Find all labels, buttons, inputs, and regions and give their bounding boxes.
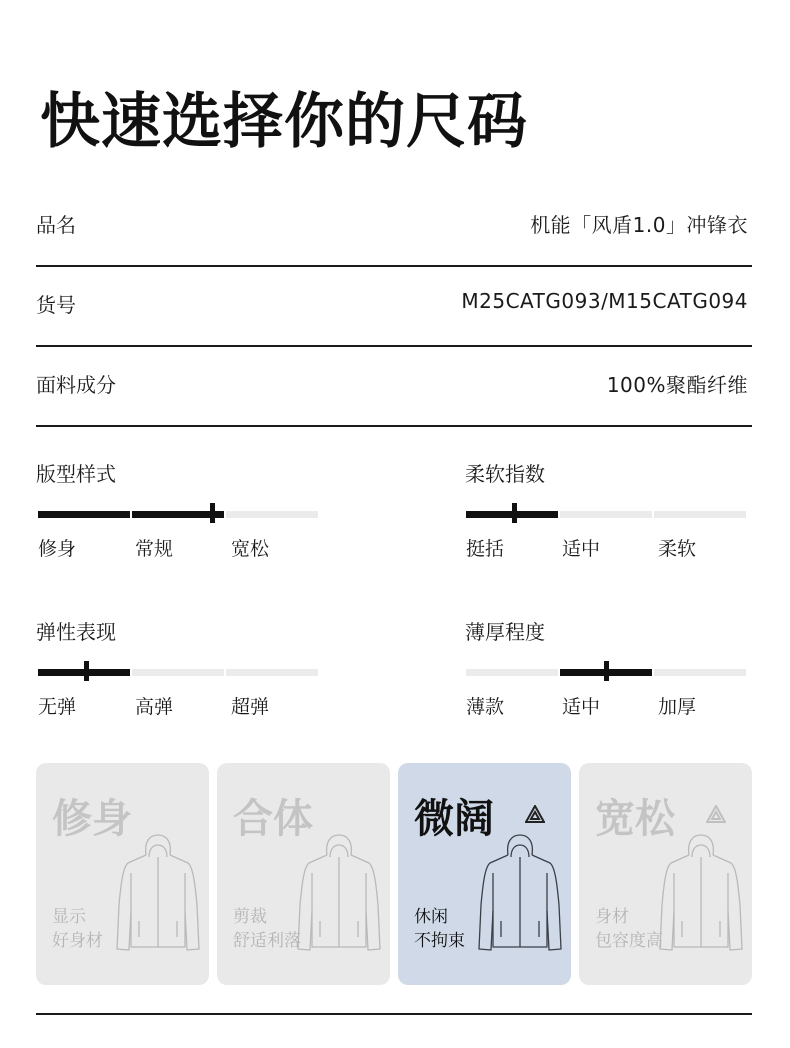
scale-marker bbox=[210, 503, 215, 523]
spec-value: 100%聚酯纤维 bbox=[606, 373, 748, 397]
spec-row-item-number bbox=[36, 267, 752, 347]
fit-card-desc: 好身材 bbox=[52, 931, 103, 951]
scale-label: 无弹 bbox=[38, 696, 77, 718]
scale-label: 超弹 bbox=[231, 696, 270, 718]
divider bbox=[36, 1013, 752, 1015]
spec-value: 机能「风盾1.0」冲锋衣 bbox=[530, 213, 748, 237]
hooded-jacket-icon bbox=[658, 833, 744, 953]
fit-card-desc: 剪裁 bbox=[233, 907, 267, 927]
spec-value: M25CATG093/M15CATG094 bbox=[461, 289, 748, 313]
triangle-logo-icon bbox=[706, 805, 726, 823]
scale-marker bbox=[84, 661, 89, 681]
scale-label: 适中 bbox=[562, 538, 601, 560]
scale-label: 宽松 bbox=[231, 538, 270, 560]
scale-softness bbox=[465, 458, 747, 578]
scale-heading: 版型样式 bbox=[36, 462, 116, 486]
fit-card-desc: 身材 bbox=[595, 907, 629, 927]
spec-label: 面料成分 bbox=[36, 373, 116, 397]
scale-label: 柔软 bbox=[658, 538, 697, 560]
fit-card-desc: 包容度高 bbox=[595, 931, 663, 951]
scale-segment bbox=[132, 669, 224, 676]
hooded-jacket-icon bbox=[296, 833, 382, 953]
fit-card-regular[interactable] bbox=[217, 763, 390, 985]
scale-segment bbox=[38, 511, 130, 518]
spec-row-product-name bbox=[36, 187, 752, 267]
fit-card-desc: 休闲 bbox=[414, 907, 448, 927]
scale-marker bbox=[512, 503, 517, 523]
scale-thickness bbox=[465, 616, 747, 736]
scale-segment bbox=[466, 669, 558, 676]
scale-label: 挺括 bbox=[466, 538, 505, 560]
fit-card-desc: 不拘束 bbox=[414, 931, 465, 951]
scale-segment bbox=[654, 511, 746, 518]
spec-row-fabric bbox=[36, 347, 752, 427]
scale-marker bbox=[604, 661, 609, 681]
scale-heading: 柔软指数 bbox=[465, 462, 545, 486]
scale-label: 修身 bbox=[38, 538, 77, 560]
scale-label: 薄款 bbox=[466, 696, 505, 718]
hooded-jacket-icon bbox=[477, 833, 563, 953]
scale-fit bbox=[36, 458, 318, 578]
scale-label: 加厚 bbox=[658, 696, 697, 718]
scale-label: 高弹 bbox=[135, 696, 174, 718]
divider bbox=[36, 425, 752, 427]
fit-card-desc: 舒适利落 bbox=[233, 931, 301, 951]
fit-card-desc: 显示 bbox=[52, 907, 86, 927]
fit-card-relaxed[interactable] bbox=[398, 763, 571, 985]
scale-heading: 薄厚程度 bbox=[465, 620, 545, 644]
scale-segment bbox=[226, 511, 318, 518]
fit-card-title: 微阔 bbox=[414, 796, 494, 842]
page-title: 快速选择你的尺码 bbox=[40, 87, 528, 157]
scale-segment bbox=[654, 669, 746, 676]
scale-label: 适中 bbox=[562, 696, 601, 718]
fit-card-slim[interactable] bbox=[36, 763, 209, 985]
fit-card-title: 宽松 bbox=[595, 796, 675, 842]
fit-card-loose[interactable] bbox=[579, 763, 752, 985]
spec-label: 货号 bbox=[36, 293, 76, 317]
scale-elasticity bbox=[36, 616, 318, 736]
scale-label: 常规 bbox=[135, 538, 174, 560]
fit-card-title: 修身 bbox=[52, 796, 132, 842]
hooded-jacket-icon bbox=[115, 833, 201, 953]
triangle-logo-icon bbox=[525, 805, 545, 823]
scale-heading: 弹性表现 bbox=[36, 620, 116, 644]
scale-segment bbox=[560, 511, 652, 518]
spec-label: 品名 bbox=[36, 213, 76, 237]
fit-card-title: 合体 bbox=[233, 796, 313, 842]
scale-segment bbox=[226, 669, 318, 676]
